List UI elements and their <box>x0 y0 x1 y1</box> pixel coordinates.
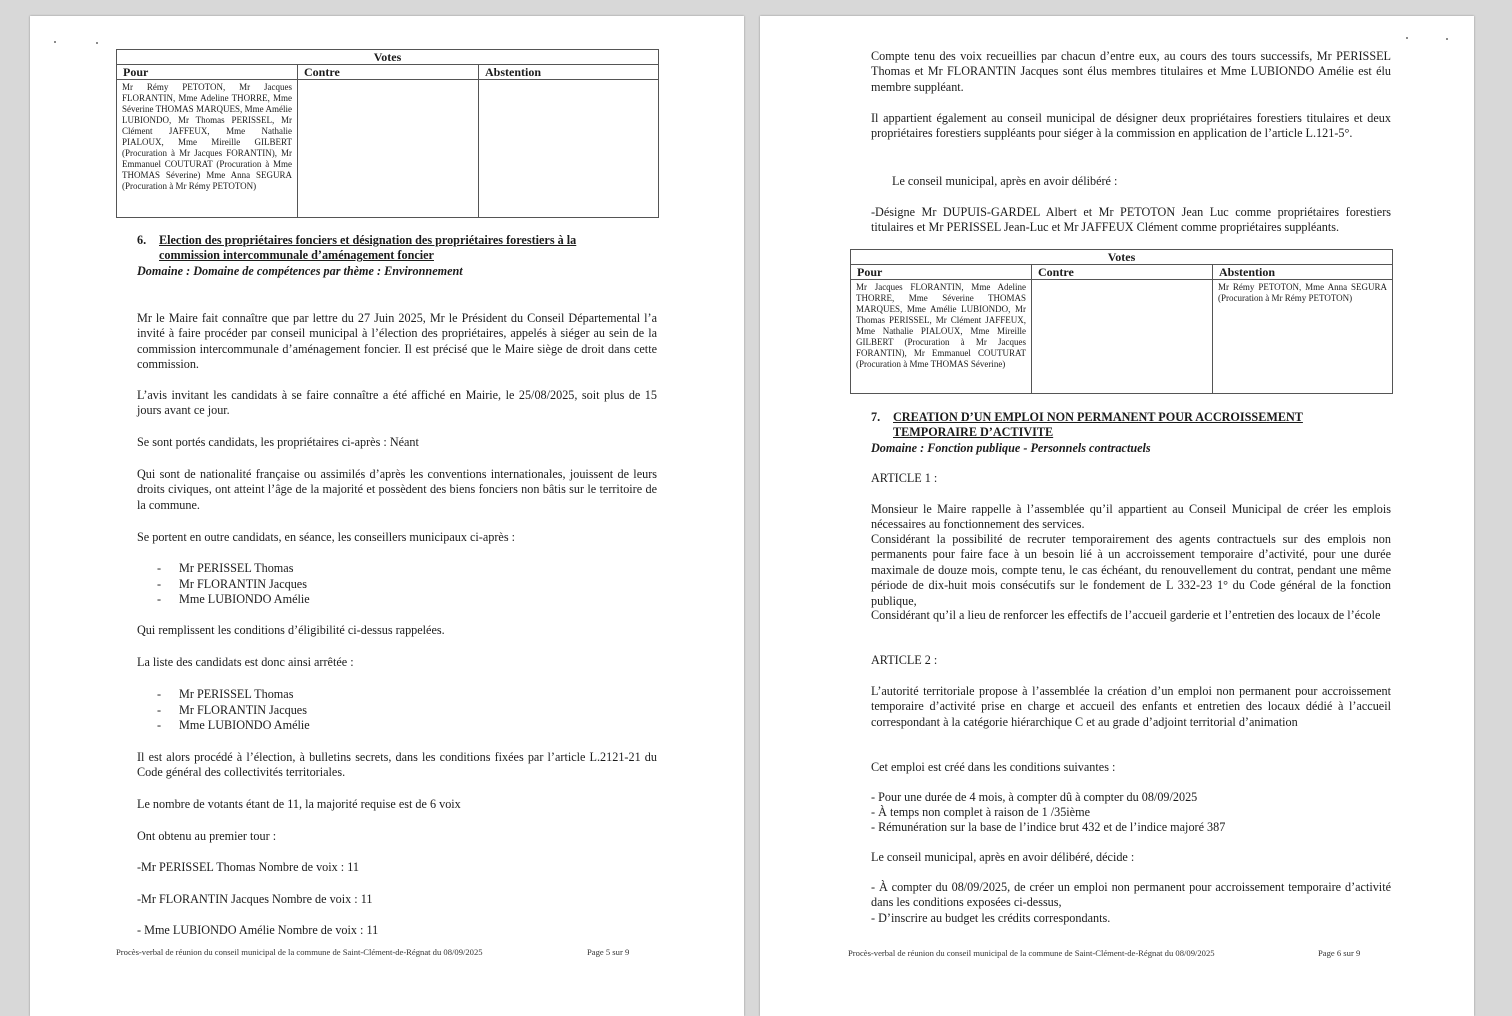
paragraph: -Désigne Mr DUPUIS-GARDEL Albert et Mr PETOTON Jean Luc comme propriétaires forestiers titulaires et Mr PERISSEL Jean-Luc et Mr JAFFEUX Clément comme propriétaires suppléants. <box>871 205 1391 235</box>
condition-item: - Rémunération sur la base de l’indice brut 432 et de l’indice majoré 387 <box>871 820 1226 834</box>
list-item: - Mr PERISSEL Thomas <box>157 561 557 577</box>
paragraph: Le nombre de votants étant de 11, la majorité requise est de 6 voix <box>137 797 461 811</box>
article-heading: ARTICLE 2 : <box>871 653 938 667</box>
section-domain: Domaine : Domaine de compétences par thème : Environnement <box>137 264 463 278</box>
paragraph: Il est alors procédé à l’élection, à bulletins secrets, dans les conditions fixées par l’article L.2121-21 du Code général des collectivités territoriales. <box>137 750 657 780</box>
page-number: Page 5 sur 9 <box>587 947 630 957</box>
article-heading: ARTICLE 1 : <box>871 471 938 485</box>
document-page-6 <box>760 16 1474 1016</box>
list-item: - Mr FLORANTIN Jacques <box>157 703 557 719</box>
votes-pour-cell: Mr Jacques FLORANTIN, Mme Adeline THORRE, Mme Séverine THOMAS MARQUES, Mme Amélie LUBIONDO, Mr Thomas PERISSEL, Mr Clément JAFFEUX, Mme Nathalie PIALOUX, Mme Mireille GILBERT (Procuration à Mr Jacques FORANTIN), Mr Emmanuel COUTURAT (Procuration à Mme THOMAS Séverine) <box>851 280 1032 394</box>
paragraph: La liste des candidats est donc ainsi arrêtée : <box>137 655 354 669</box>
paragraph: L’avis invitant les candidats à se faire connaître a été affiché en Mairie, le 25/08/2025, soit plus de 15 jours avant ce jour. <box>137 388 657 418</box>
votes-abstention-cell: Mr Rémy PETOTON, Mme Anna SEGURA (Procuration à Mr Rémy PETOTON) <box>1213 280 1393 394</box>
section-title: Election des propriétaires fonciers et désignation des propriétaires forestiers à la commission intercommunale d’aménagement foncier <box>159 233 577 263</box>
votes-contre-cell <box>298 80 479 218</box>
paragraph: Le conseil municipal, après en avoir délibéré : <box>892 174 1118 188</box>
paragraph: Ont obtenu au premier tour : <box>137 829 277 843</box>
paragraph: Compte tenu des voix recueillies par chacun d’entre eux, au cours des tours successifs, Mr PERISSEL Thomas et Mr FLORANTIN Jacques sont élus membres titulaires et Mme LUBIONDO Amélie est élu membre suppléant. <box>871 49 1391 94</box>
votes-abstention-cell <box>479 80 659 218</box>
section-number: 6. <box>137 233 147 247</box>
paragraph: Qui remplissent les conditions d’éligibilité ci-dessus rappelées. <box>137 623 445 637</box>
votes-col-contre: Contre <box>1032 265 1213 280</box>
decision-item: - À compter du 08/09/2025, de créer un emploi non permanent pour accroissement temporaire d’activité dans les conditions exposées ci-dessus, <box>871 880 1391 910</box>
votes-col-abstention: Abstention <box>1213 265 1393 280</box>
candidate-list <box>157 561 557 608</box>
page-footer: Procès-verbal de réunion du conseil municipal de la commune de Saint-Clément-de-Régnat du 08/09/2025 <box>116 947 483 957</box>
scan-speck <box>54 41 56 43</box>
decision-item: - D’inscrire au budget les crédits correspondants. <box>871 911 1111 925</box>
list-item: - Mme LUBIONDO Amélie <box>157 718 557 734</box>
paragraph: Mr le Maire fait connaître que par lettre du 27 Juin 2025, Mr le Président du Conseil Départemental l’a invité à faire procéder par conseil municipal à l’élection des propriétaires, appelés à siéger au sein de la commission intercommunale d’aménagement foncier. Il est précisé que le Maire siège de droit dans cette commission. <box>137 311 657 372</box>
vote-result: - Mme LUBIONDO Amélie Nombre de voix : 11 <box>137 923 379 937</box>
paragraph: L’autorité territoriale propose à l’assemblée la création d’un emploi non permanent pour accroissement temporaire d’activité prise en charge et accueil des enfants et entretien des locaux dédié à l’accueil correspondant à la catégorie hiérarchique C et au grade d’adjoint territorial d’animation <box>871 684 1391 729</box>
paragraph: Qui sont de nationalité française ou assimilés d’après les conventions internationales, jouissent de leurs droits civiques, ont atteint l’âge de la majorité et possèdent des biens fonciers non bâtis sur le territoire de la commune. <box>137 467 657 512</box>
vote-result: -Mr FLORANTIN Jacques Nombre de voix : 11 <box>137 892 373 906</box>
document-page-5 <box>30 16 744 1016</box>
list-item: - Mr PERISSEL Thomas <box>157 687 557 703</box>
votes-col-abstention: Abstention <box>479 65 659 80</box>
votes-col-pour: Pour <box>851 265 1032 280</box>
paragraph: Considérant la possibilité de recruter temporairement des agents contractuels sur des emplois non permanents pour faire face à un besoin lié à un accroissement temporaire d’activité, pour une durée maximale de douze mois, compte tenu, le cas échéant, du renouvellement du contrat, pendant une même période de dix-huit mois consécutifs sur le fondement de L 332-23 1° du Code général de la fonction publique, <box>871 532 1391 608</box>
section-number: 7. <box>871 410 881 424</box>
votes-table-title: Votes <box>851 250 1393 265</box>
paragraph: Se sont portés candidats, les propriétaires ci-après : Néant <box>137 435 419 449</box>
scan-speck <box>96 42 98 44</box>
condition-item: - Pour une durée de 4 mois, à compter dû à compter du 08/09/2025 <box>871 790 1198 804</box>
votes-col-pour: Pour <box>117 65 298 80</box>
paragraph: Cet emploi est créé dans les conditions suivantes : <box>871 760 1116 774</box>
candidate-list <box>157 687 557 734</box>
section-domain: Domaine : Fonction publique - Personnels contractuels <box>871 441 1151 455</box>
paragraph: Le conseil municipal, après en avoir délibéré, décide : <box>871 850 1135 864</box>
scan-speck <box>1446 38 1448 40</box>
paragraph: Se portent en outre candidats, en séance, les conseillers municipaux ci-après : <box>137 530 516 544</box>
votes-contre-cell <box>1032 280 1213 394</box>
scan-speck <box>1406 37 1408 39</box>
paragraph: Monsieur le Maire rappelle à l’assemblée qu’il appartient au Conseil Municipal de créer les emplois nécessaires au fonctionnement des services. <box>871 502 1391 532</box>
votes-table-title: Votes <box>117 50 659 65</box>
section-title: CREATION D’UN EMPLOI NON PERMANENT POUR ACCROISSEMENT TEMPORAIRE D’ACTIVITE <box>893 410 1303 440</box>
votes-col-contre: Contre <box>298 65 479 80</box>
page-footer: Procès-verbal de réunion du conseil municipal de la commune de Saint-Clément-de-Régnat du 08/09/2025 <box>848 948 1215 958</box>
list-item: - Mme LUBIONDO Amélie <box>157 592 557 608</box>
vote-result: -Mr PERISSEL Thomas Nombre de voix : 11 <box>137 860 359 874</box>
votes-table <box>116 49 659 218</box>
page-number: Page 6 sur 9 <box>1318 948 1361 958</box>
votes-table <box>850 249 1393 394</box>
condition-item: - À temps non complet à raison de 1 /35ième <box>871 805 1090 819</box>
list-item: - Mr FLORANTIN Jacques <box>157 577 557 593</box>
paragraph: Considérant qu’il a lieu de renforcer les effectifs de l’accueil garderie et l’entretien des locaux de l’école <box>871 608 1381 622</box>
paragraph: Il appartient également au conseil municipal de désigner deux propriétaires forestiers titulaires et deux propriétaires forestiers suppléants pour siéger à la commission en application de l’article L.121-5°. <box>871 111 1391 141</box>
votes-pour-cell: Mr Rémy PETOTON, Mr Jacques FLORANTIN, Mme Adeline THORRE, Mme Séverine THOMAS MARQUES, Mme Amélie LUBIONDO, Mr Thomas PERISSEL, Mr Clément JAFFEUX, Mme Nathalie PIALOUX, Mme Mireille GILBERT (Procuration à Mr Jacques FORANTIN), Mr Emmanuel COUTURAT (Procuration à Mme THOMAS Séverine) Mme Anna SEGURA (Procuration à Mr Rémy PETOTON) <box>117 80 298 218</box>
